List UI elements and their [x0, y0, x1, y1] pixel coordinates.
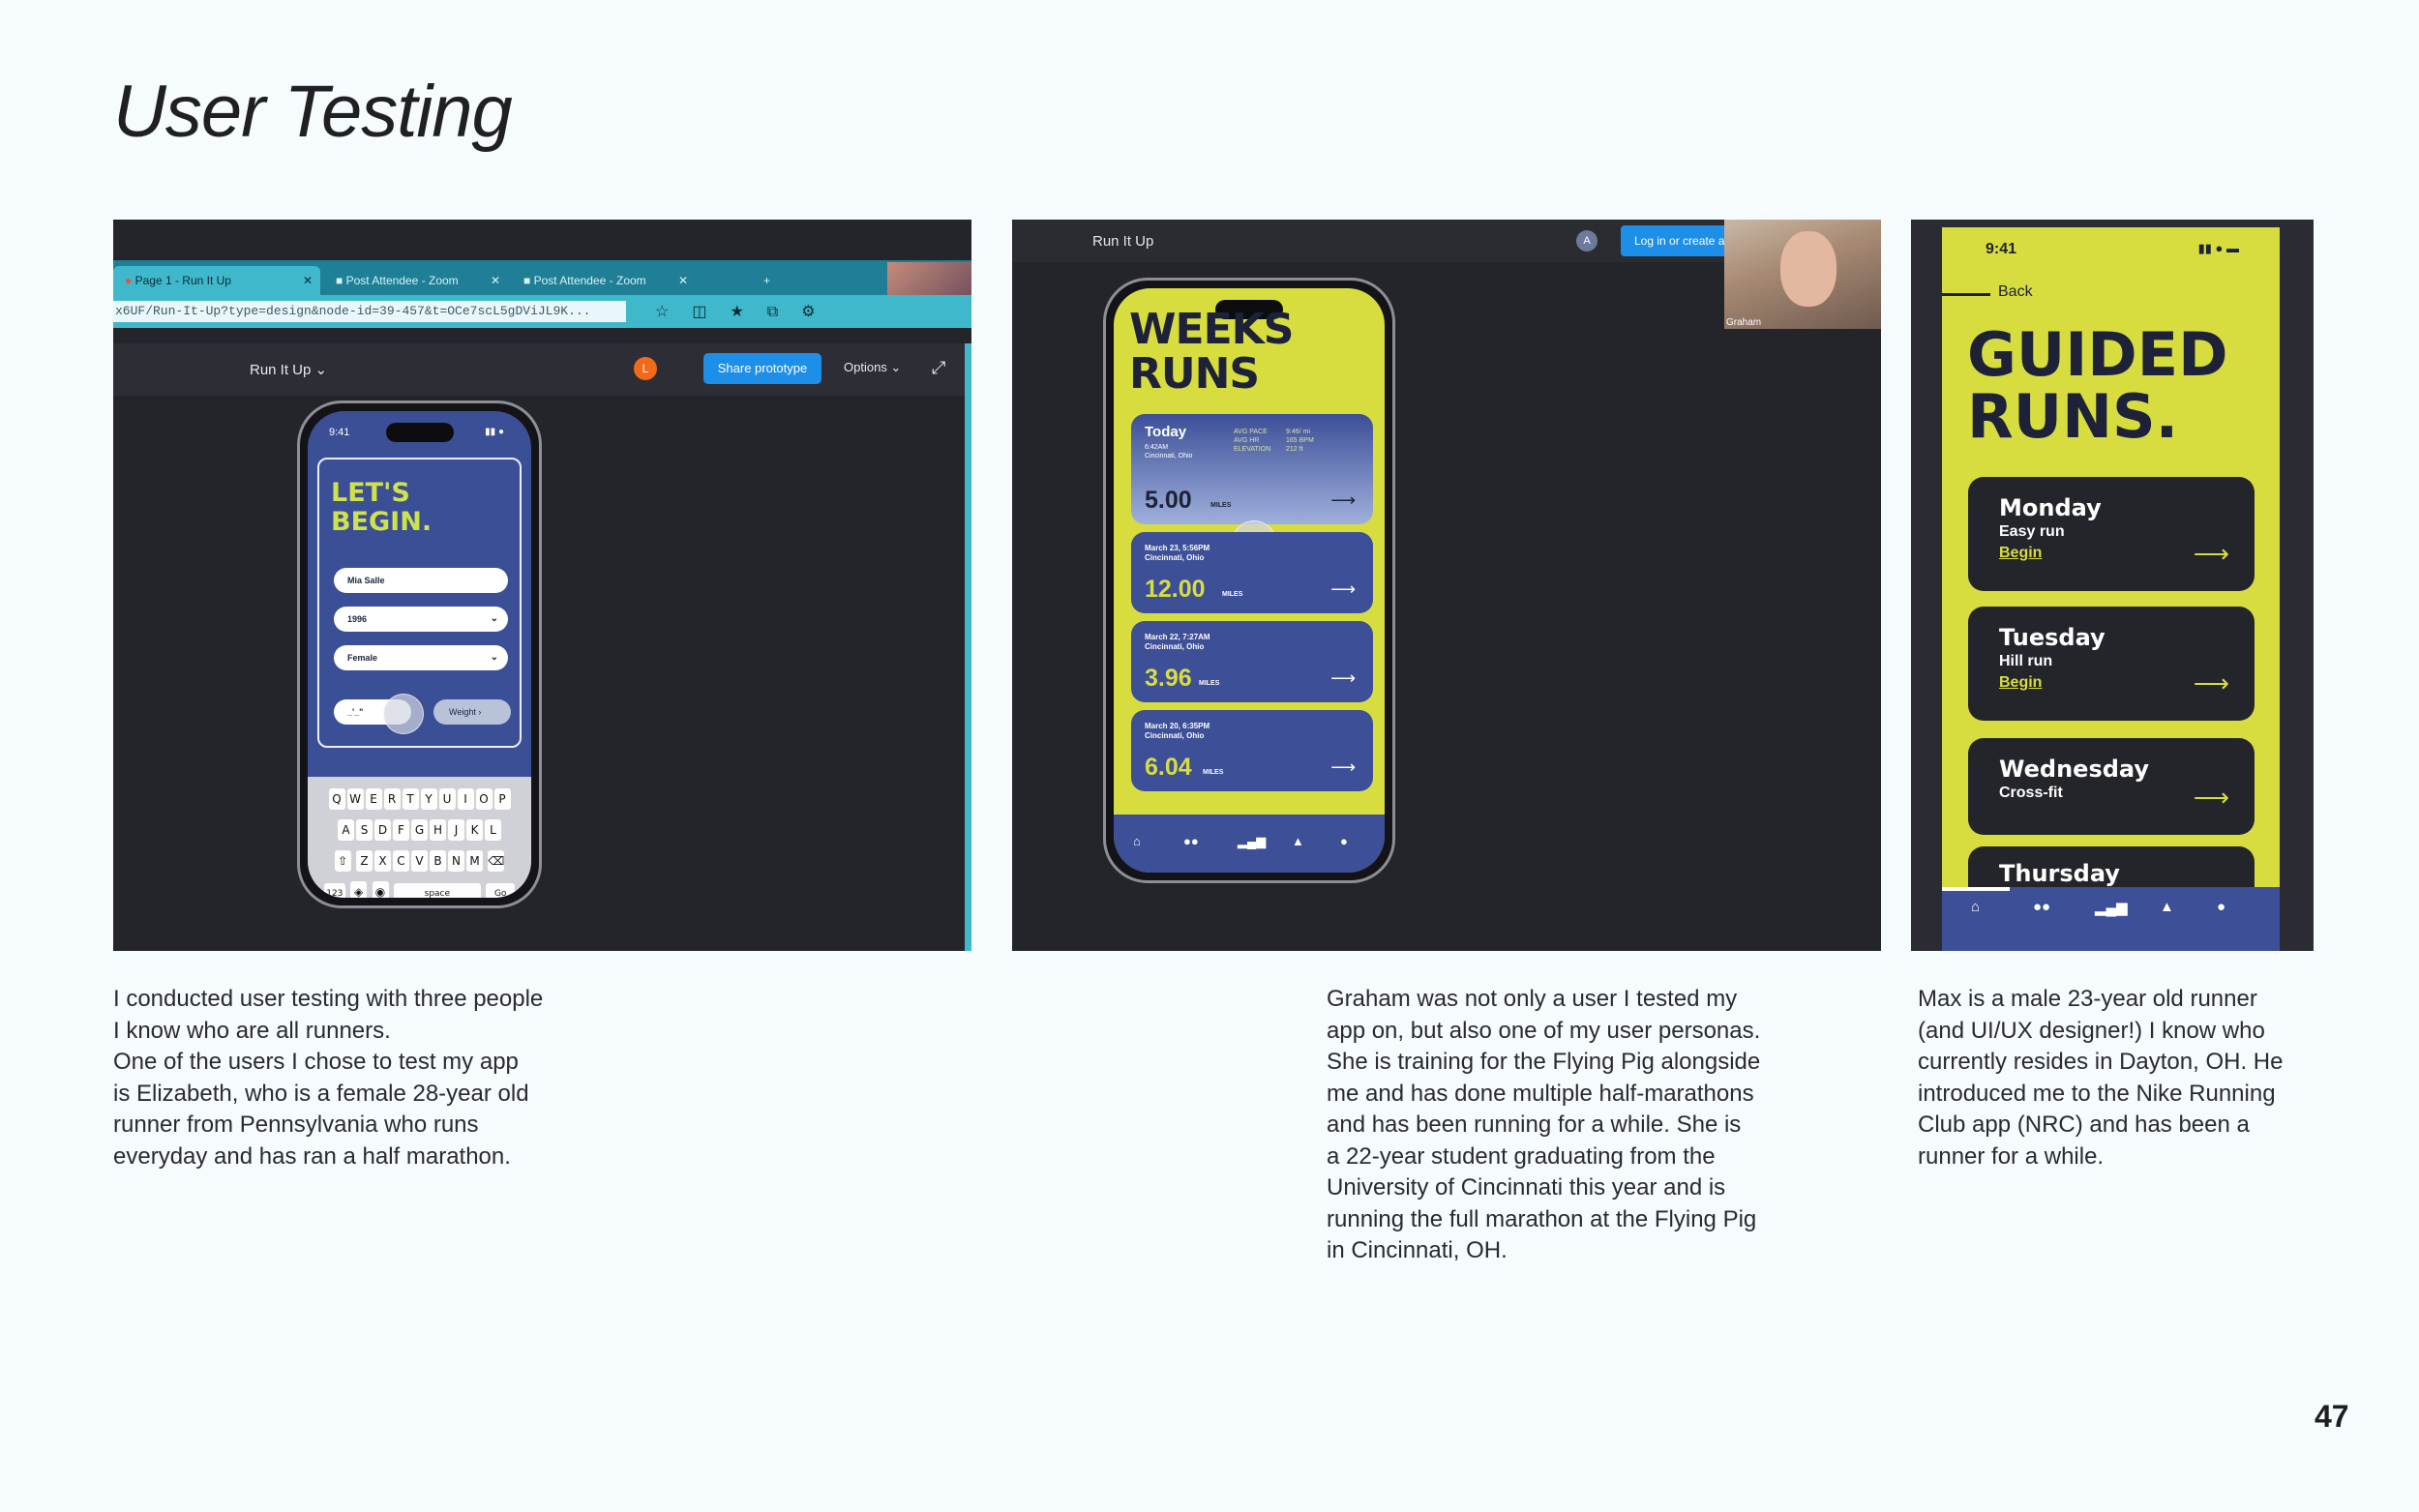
url-field[interactable]: x6UF/Run-It-Up?type=design&node-id=39-457&t=OCe7scL5gDViJL9K... — [113, 301, 626, 322]
key-j[interactable]: J — [448, 819, 464, 841]
chevron-down-icon: ⌄ — [490, 652, 498, 663]
zoom-icon: ■ — [336, 274, 343, 287]
arrow-right-icon: ⟶ — [1330, 668, 1356, 688]
key-b[interactable]: B — [430, 850, 446, 872]
run-type: Hill run — [1999, 653, 2053, 669]
screenshot-guided-runs — [1911, 220, 2314, 951]
begin-link[interactable]: Begin — [1999, 545, 2043, 561]
stats-icon[interactable]: ▂▄▆ — [2095, 900, 2128, 916]
back-line — [1942, 293, 1990, 296]
gender-select[interactable]: Female ⌄ — [334, 645, 508, 670]
key-u[interactable]: U — [439, 788, 456, 810]
stats-icon[interactable]: ▂▄▆ — [1238, 834, 1267, 848]
zoom-icon: ■ — [523, 274, 531, 287]
community-icon[interactable]: ●● — [1183, 834, 1199, 848]
page-number: 47 — [2314, 1399, 2349, 1434]
tab-label: Post Attendee - Zoom — [345, 274, 459, 287]
screenshot-browser-figma — [113, 220, 971, 951]
weight-field[interactable]: Weight › — [433, 699, 511, 725]
run-card[interactable] — [1131, 532, 1373, 613]
run-distance: 5.00 — [1145, 487, 1192, 514]
key-e[interactable]: E — [366, 788, 382, 810]
key-n[interactable]: N — [448, 850, 464, 872]
run-day: Wednesday — [1999, 756, 2150, 783]
arrow-right-icon: ⟶ — [1330, 579, 1356, 599]
figma-icon: ● — [125, 274, 133, 287]
space-key[interactable]: space — [394, 883, 481, 898]
tab-label: Post Attendee - Zoom — [533, 274, 646, 287]
run-distance: 3.96 — [1145, 665, 1192, 692]
login-button[interactable]: Log in or create a — [1621, 225, 1737, 256]
browser-tab-zoom-2[interactable] — [512, 266, 696, 295]
key-m[interactable]: M — [466, 850, 483, 872]
microphone-icon[interactable]: ◉ — [373, 881, 389, 898]
key-r[interactable]: R — [384, 788, 401, 810]
key-s[interactable]: S — [356, 819, 373, 841]
run-meta: 6:42AM Cincinnati, Ohio — [1145, 444, 1193, 460]
run-card[interactable] — [1131, 710, 1373, 791]
key-i[interactable]: I — [458, 788, 474, 810]
keyboard-row-2 — [308, 819, 531, 843]
browser-tab-bar — [113, 260, 971, 295]
run-type: Easy run — [1999, 523, 2065, 540]
home-icon[interactable]: ⌂ — [1971, 899, 1981, 915]
file-title[interactable]: Run It Up ⌄ — [250, 362, 328, 378]
key-l[interactable]: L — [485, 819, 501, 841]
key-z[interactable]: Z — [356, 850, 373, 872]
key-f[interactable]: F — [393, 819, 409, 841]
key-x[interactable]: X — [374, 850, 391, 872]
key-g[interactable]: G — [411, 819, 428, 841]
caption-max: Max is a male 23-year old runner (and UI/UX designer!) I know who currently resides in Dayton, OH. He introduced me to the Nike Running Club app (NRC) and has been a runner for a while. — [1918, 986, 2284, 1170]
window-border — [965, 343, 971, 951]
begin-link[interactable]: Begin — [1999, 674, 2043, 691]
app-title: Run It Up — [1092, 233, 1154, 250]
participant-name: Graham — [1726, 317, 1762, 328]
key-c[interactable]: C — [393, 850, 409, 872]
form-heading: LET'S BEGIN. — [331, 478, 433, 537]
birth-year-select[interactable]: 1996 ⌄ — [334, 607, 508, 632]
active-tab-indicator — [1942, 887, 2010, 891]
backspace-key[interactable]: ⌫ — [488, 850, 504, 872]
keyboard — [308, 777, 531, 898]
run-stats-values: 9:46/ mi 165 BPM 212 ft — [1286, 429, 1314, 453]
keyboard-row-3 — [308, 850, 531, 874]
key-t[interactable]: T — [403, 788, 419, 810]
address-bar — [113, 295, 971, 328]
phone-mockup — [1103, 278, 1395, 883]
run-type: Cross-fit — [1999, 785, 2063, 801]
phone-mockup — [297, 400, 542, 908]
caption-elizabeth: I conducted user testing with three people I know who are all runners. One of the users I chose to test my app is Elizabeth, who is a female 28-year old runner from Pennsylvania who runs everyday and has ran a half marathon. — [113, 986, 544, 1170]
community-icon[interactable]: ●● — [2033, 899, 2051, 915]
chevron-down-icon: ⌄ — [490, 613, 498, 624]
share-prototype-button[interactable]: Share prototype — [703, 353, 821, 384]
figma-toolbar — [113, 343, 965, 396]
notifications-icon[interactable]: ▲ — [2160, 899, 2174, 915]
arrow-right-icon: ⟶ — [1330, 757, 1356, 777]
signal-icon: ▮▮ ● ▬ — [2197, 241, 2239, 255]
run-date: March 23, 5:56PM Cincinnati, Ohio — [1145, 544, 1210, 562]
globe-icon[interactable]: ◈ — [350, 881, 367, 898]
browser-tab-figma[interactable] — [113, 266, 320, 295]
caption-graham: Graham was not only a user I tested my app on, but also one of my user personas. She is training for the Flying Pig alongside me and has done multiple half-marathons and has been running for a while. She is a 22-year student graduating from the University of Cincinnati this year and is running the full marathon at the Flying Pig in Cincinnati, OH. — [1327, 986, 1761, 1263]
shift-key[interactable]: ⇧ — [335, 850, 351, 872]
home-icon[interactable]: ⌂ — [1133, 834, 1141, 848]
key-w[interactable]: W — [347, 788, 364, 810]
bottom-tab-bar — [1942, 887, 2280, 951]
run-day: Today — [1145, 424, 1187, 440]
participant-face — [1780, 231, 1837, 307]
screenshot-zoom-prototype — [1012, 220, 1881, 951]
new-tab-icon[interactable]: + — [763, 274, 771, 287]
numbers-key[interactable]: 123 — [324, 883, 345, 898]
avatar[interactable]: L — [634, 357, 657, 380]
profile-icon[interactable]: ● — [1340, 834, 1348, 848]
go-key[interactable]: Go — [486, 883, 515, 898]
run-card[interactable] — [1131, 621, 1373, 702]
keyboard-row-1 — [308, 788, 531, 812]
screen-heading: GUIDED RUNS. — [1967, 319, 2228, 452]
browser-tab-zoom-1[interactable] — [324, 266, 508, 295]
key-d[interactable]: D — [374, 819, 391, 841]
browser-toolbar-icons[interactable]: ☆◫★⧉⚙ — [655, 304, 839, 320]
guided-run-card-wednesday[interactable] — [1968, 738, 2255, 835]
phone-screen — [1114, 288, 1385, 873]
back-button[interactable]: Back — [1998, 283, 2033, 300]
run-day: Tuesday — [1999, 624, 2105, 651]
run-unit: MILES — [1203, 769, 1224, 776]
avatar[interactable]: A — [1576, 230, 1598, 252]
bottom-tab-bar — [1114, 815, 1385, 873]
name-field[interactable]: Mia Salle — [334, 568, 508, 593]
guided-run-card-monday[interactable] — [1968, 477, 2255, 591]
key-o[interactable]: O — [476, 788, 493, 810]
run-stats-labels: AVG PACE AVG HR ELEVATION — [1234, 429, 1271, 453]
notifications-icon[interactable]: ▲ — [1292, 834, 1304, 848]
run-day: Monday — [1999, 494, 2102, 521]
close-icon[interactable]: ✕ — [677, 274, 688, 287]
expand-icon[interactable]: ⤢ — [932, 358, 946, 377]
keyboard-row-4 — [308, 881, 531, 898]
participant-video — [1724, 220, 1881, 329]
phone-screen — [308, 411, 531, 898]
run-distance: 12.00 — [1145, 576, 1206, 603]
arrow-right-icon: ⟶ — [2193, 783, 2229, 812]
status-time: 9:41 — [329, 427, 350, 438]
close-icon[interactable]: ✕ — [490, 274, 500, 287]
run-unit: MILES — [1199, 680, 1220, 687]
touch-indicator — [383, 694, 424, 734]
guided-run-card-tuesday[interactable] — [1968, 607, 2255, 721]
tab-label: Page 1 - Run It Up — [134, 274, 231, 287]
height-field[interactable]: _'_" — [334, 699, 411, 725]
screen-heading: WEEKS RUNS — [1129, 305, 1294, 399]
key-y[interactable]: Y — [421, 788, 437, 810]
arrow-right-icon: ⟶ — [1330, 490, 1356, 510]
signal-icon: ▮▮ ● — [485, 427, 504, 437]
key-k[interactable]: K — [466, 819, 483, 841]
status-time: 9:41 — [1986, 241, 2017, 257]
options-menu[interactable]: Options ⌄ — [844, 360, 902, 374]
run-distance: 6.04 — [1145, 754, 1192, 781]
key-q[interactable]: Q — [329, 788, 345, 810]
arrow-right-icon: ⟶ — [2193, 668, 2229, 697]
key-h[interactable]: H — [430, 819, 446, 841]
dynamic-island — [386, 423, 454, 442]
run-unit: MILES — [1210, 502, 1232, 509]
key-a[interactable]: A — [338, 819, 354, 841]
profile-icon[interactable]: ● — [2217, 899, 2226, 915]
run-date: March 22, 7:27AM Cincinnati, Ohio — [1145, 633, 1210, 651]
key-p[interactable]: P — [494, 788, 511, 810]
arrow-right-icon: ⟶ — [2193, 539, 2229, 568]
page-title: User Testing — [113, 71, 512, 153]
run-card-today[interactable] — [1131, 414, 1373, 524]
run-day: Thursday — [1999, 860, 2120, 887]
close-icon[interactable]: ✕ — [302, 274, 313, 287]
key-v[interactable]: V — [411, 850, 428, 872]
run-unit: MILES — [1222, 591, 1243, 598]
run-date: March 20, 6:35PM Cincinnati, Ohio — [1145, 722, 1210, 740]
